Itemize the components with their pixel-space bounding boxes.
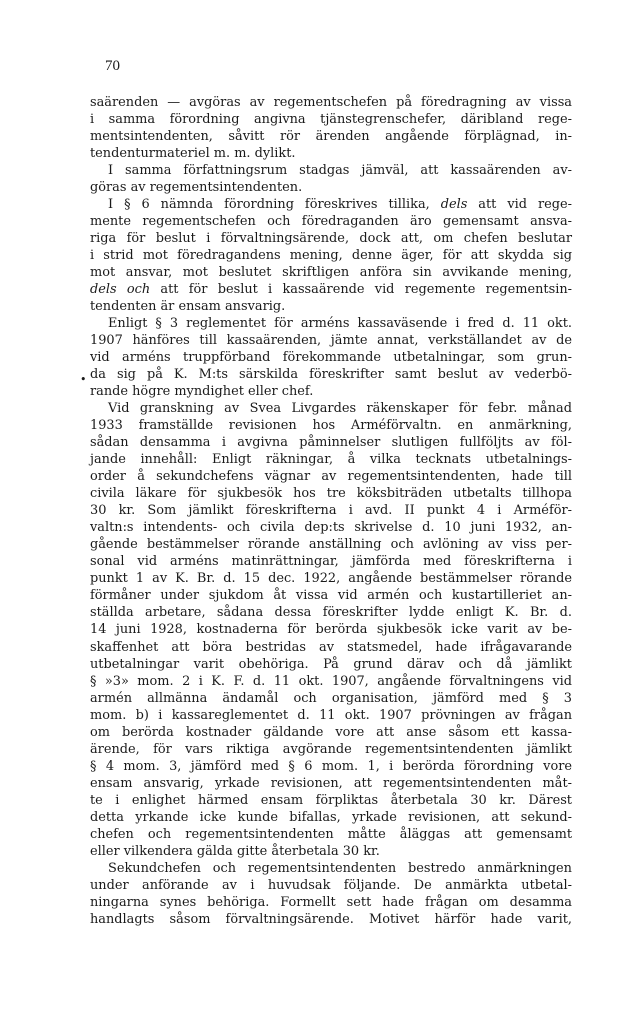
text-line: I samma författningsrum stadgas jämväl, att kassaärenden av- xyxy=(108,163,572,179)
text-line: Enligt § 3 reglementet för arméns kassaväsende i fred d. 11 okt. xyxy=(108,316,572,332)
text-line: i samma förordning angivna tjänstegrenschefer, däribland rege- xyxy=(90,112,572,128)
text-line: 1907 hänföres till kassaärenden, jämte annat, verkställandet av de xyxy=(90,333,572,349)
text-line: förmåner under sjukdom åt vissa vid armén och kustartilleriet an- xyxy=(90,588,572,604)
text-line: ensam ansvarig, yrkade revisionen, att regementsintendenten måt- xyxy=(90,775,572,791)
text-line: ärende, för vars riktiga avgörande regementsintendenten jämlikt xyxy=(90,741,572,757)
text-line: § »3» mom. 2 i K. F. d. 11 okt. 1907, angående förvaltningens vid xyxy=(90,673,572,689)
text-line: tendenturmateriel m. m. dylikt. xyxy=(90,146,296,162)
text-line: jande innehåll: Enligt räkningar, å vilka tecknats utbetalnings- xyxy=(90,452,572,468)
text-line: gående bestämmelser rörande anställning och avlöning av viss per- xyxy=(90,537,572,553)
text-line: te i enlighet härmed ensam förpliktas återbetala 30 kr. Därest xyxy=(90,792,572,808)
text-line: Sekundchefen och regementsintendenten bestredo anmärkningen xyxy=(108,860,572,876)
text-line: handlagts såsom förvaltningsärende. Motivet härför hade varit, xyxy=(90,911,572,927)
page-number: 70 xyxy=(105,58,120,74)
text-line: göras av regementsintendenten. xyxy=(90,180,303,196)
text-line: utbetalningar varit obehöriga. På grund därav och då jämlikt xyxy=(90,656,572,672)
text-line: under anförande av i huvudsak följande. De anmärkta utbetal- xyxy=(90,877,572,893)
text-line: mot ansvar, mot beslutet skriftligen anföra sin avvikande mening, xyxy=(90,265,572,281)
text-line: punkt 1 av K. Br. d. 15 dec. 1922, angående bestämmelser rörande xyxy=(90,571,572,587)
text-line: 30 kr. Som jämlikt föreskrifterna i avd. II punkt 4 i Arméför- xyxy=(90,503,572,519)
margin-mark: • xyxy=(80,373,87,386)
text-line: dels och att för beslut i kassaärende vid regemente regementsin- xyxy=(90,282,572,298)
text-line: sonal vid arméns matinrättningar, jämförda med föreskrifterna i xyxy=(90,554,572,570)
text-line: saärenden — avgöras av regementschefen på föredragning av vissa xyxy=(90,95,572,110)
text-line: om berörda kostnader gäldande vore att anse såsom ett kassa- xyxy=(90,724,572,740)
text-line: order å sekundchefens vägnar av regementsintendenten, hade till xyxy=(90,469,572,485)
body-text xyxy=(90,94,572,928)
text-line: skaffenhet att böra bestridas av statsmedel, hade ifrågavarande xyxy=(90,639,572,655)
text-line: armén allmänna ändamål och organisation, jämförd med § 3 xyxy=(90,690,572,706)
text-line: 1933 framställde revisionen hos Arméförvaltn. en anmärkning, xyxy=(90,418,572,434)
text-line: § 4 mom. 3, jämförd med § 6 mom. 1, i berörda förordning vore xyxy=(90,758,572,774)
text-line: rande högre myndighet eller chef. xyxy=(90,384,314,400)
text-line: mentsintendenten, såvitt rör ärenden angående förplägnad, in- xyxy=(90,129,572,145)
text-line: mom. b) i kassareglementet d. 11 okt. 1907 prövningen av frågan xyxy=(90,707,572,723)
text-line: valtn:s intendents- och civila dep:ts skrivelse d. 10 juni 1932, an- xyxy=(90,520,572,536)
text-line: sådan densamma i avgivna påminnelser slutligen fullföljts av föl- xyxy=(90,435,572,451)
text-line: I § 6 nämnda förordning föreskrives tillika, dels att vid rege- xyxy=(108,197,572,213)
text-line: riga för beslut i förvaltningsärende, dock att, om chefen beslutar xyxy=(90,231,572,247)
text-line: 14 juni 1928, kostnaderna för berörda sjukbesök icke varit av be- xyxy=(90,622,572,638)
text-line: i strid mot föredragandens mening, denne äger, för att skydda sig xyxy=(90,248,572,264)
text-line: detta yrkande icke kunde bifallas, yrkade revisionen, att sekund- xyxy=(90,809,572,825)
text-line: tendenten är ensam ansvarig. xyxy=(90,299,286,315)
text-line: da sig på K. M:ts särskilda föreskrifter samt beslut av vederbö- xyxy=(90,367,572,383)
text-line: ningarna synes behöriga. Formellt sett hade frågan om desamma xyxy=(90,894,572,910)
text-line: civila läkare för sjukbesök hos tre köksbiträden utbetalts tillhopa xyxy=(90,486,572,502)
text-line: mente regementschefen och föredraganden äro gemensamt ansva- xyxy=(90,214,572,230)
text-line: chefen och regementsintendenten måtte åläggas att gemensamt xyxy=(90,826,572,842)
text-line: Vid granskning av Svea Livgardes räkenskaper för febr. månad xyxy=(108,401,572,417)
text-line: eller vilkendera gälda gitte återbetala 30 kr. xyxy=(90,843,380,859)
text-line: vid arméns truppförband förekommande utbetalningar, som grun- xyxy=(90,350,572,366)
text-line: ställda arbetare, sådana dessa föreskrifter lydde enligt K. Br. d. xyxy=(90,605,572,621)
